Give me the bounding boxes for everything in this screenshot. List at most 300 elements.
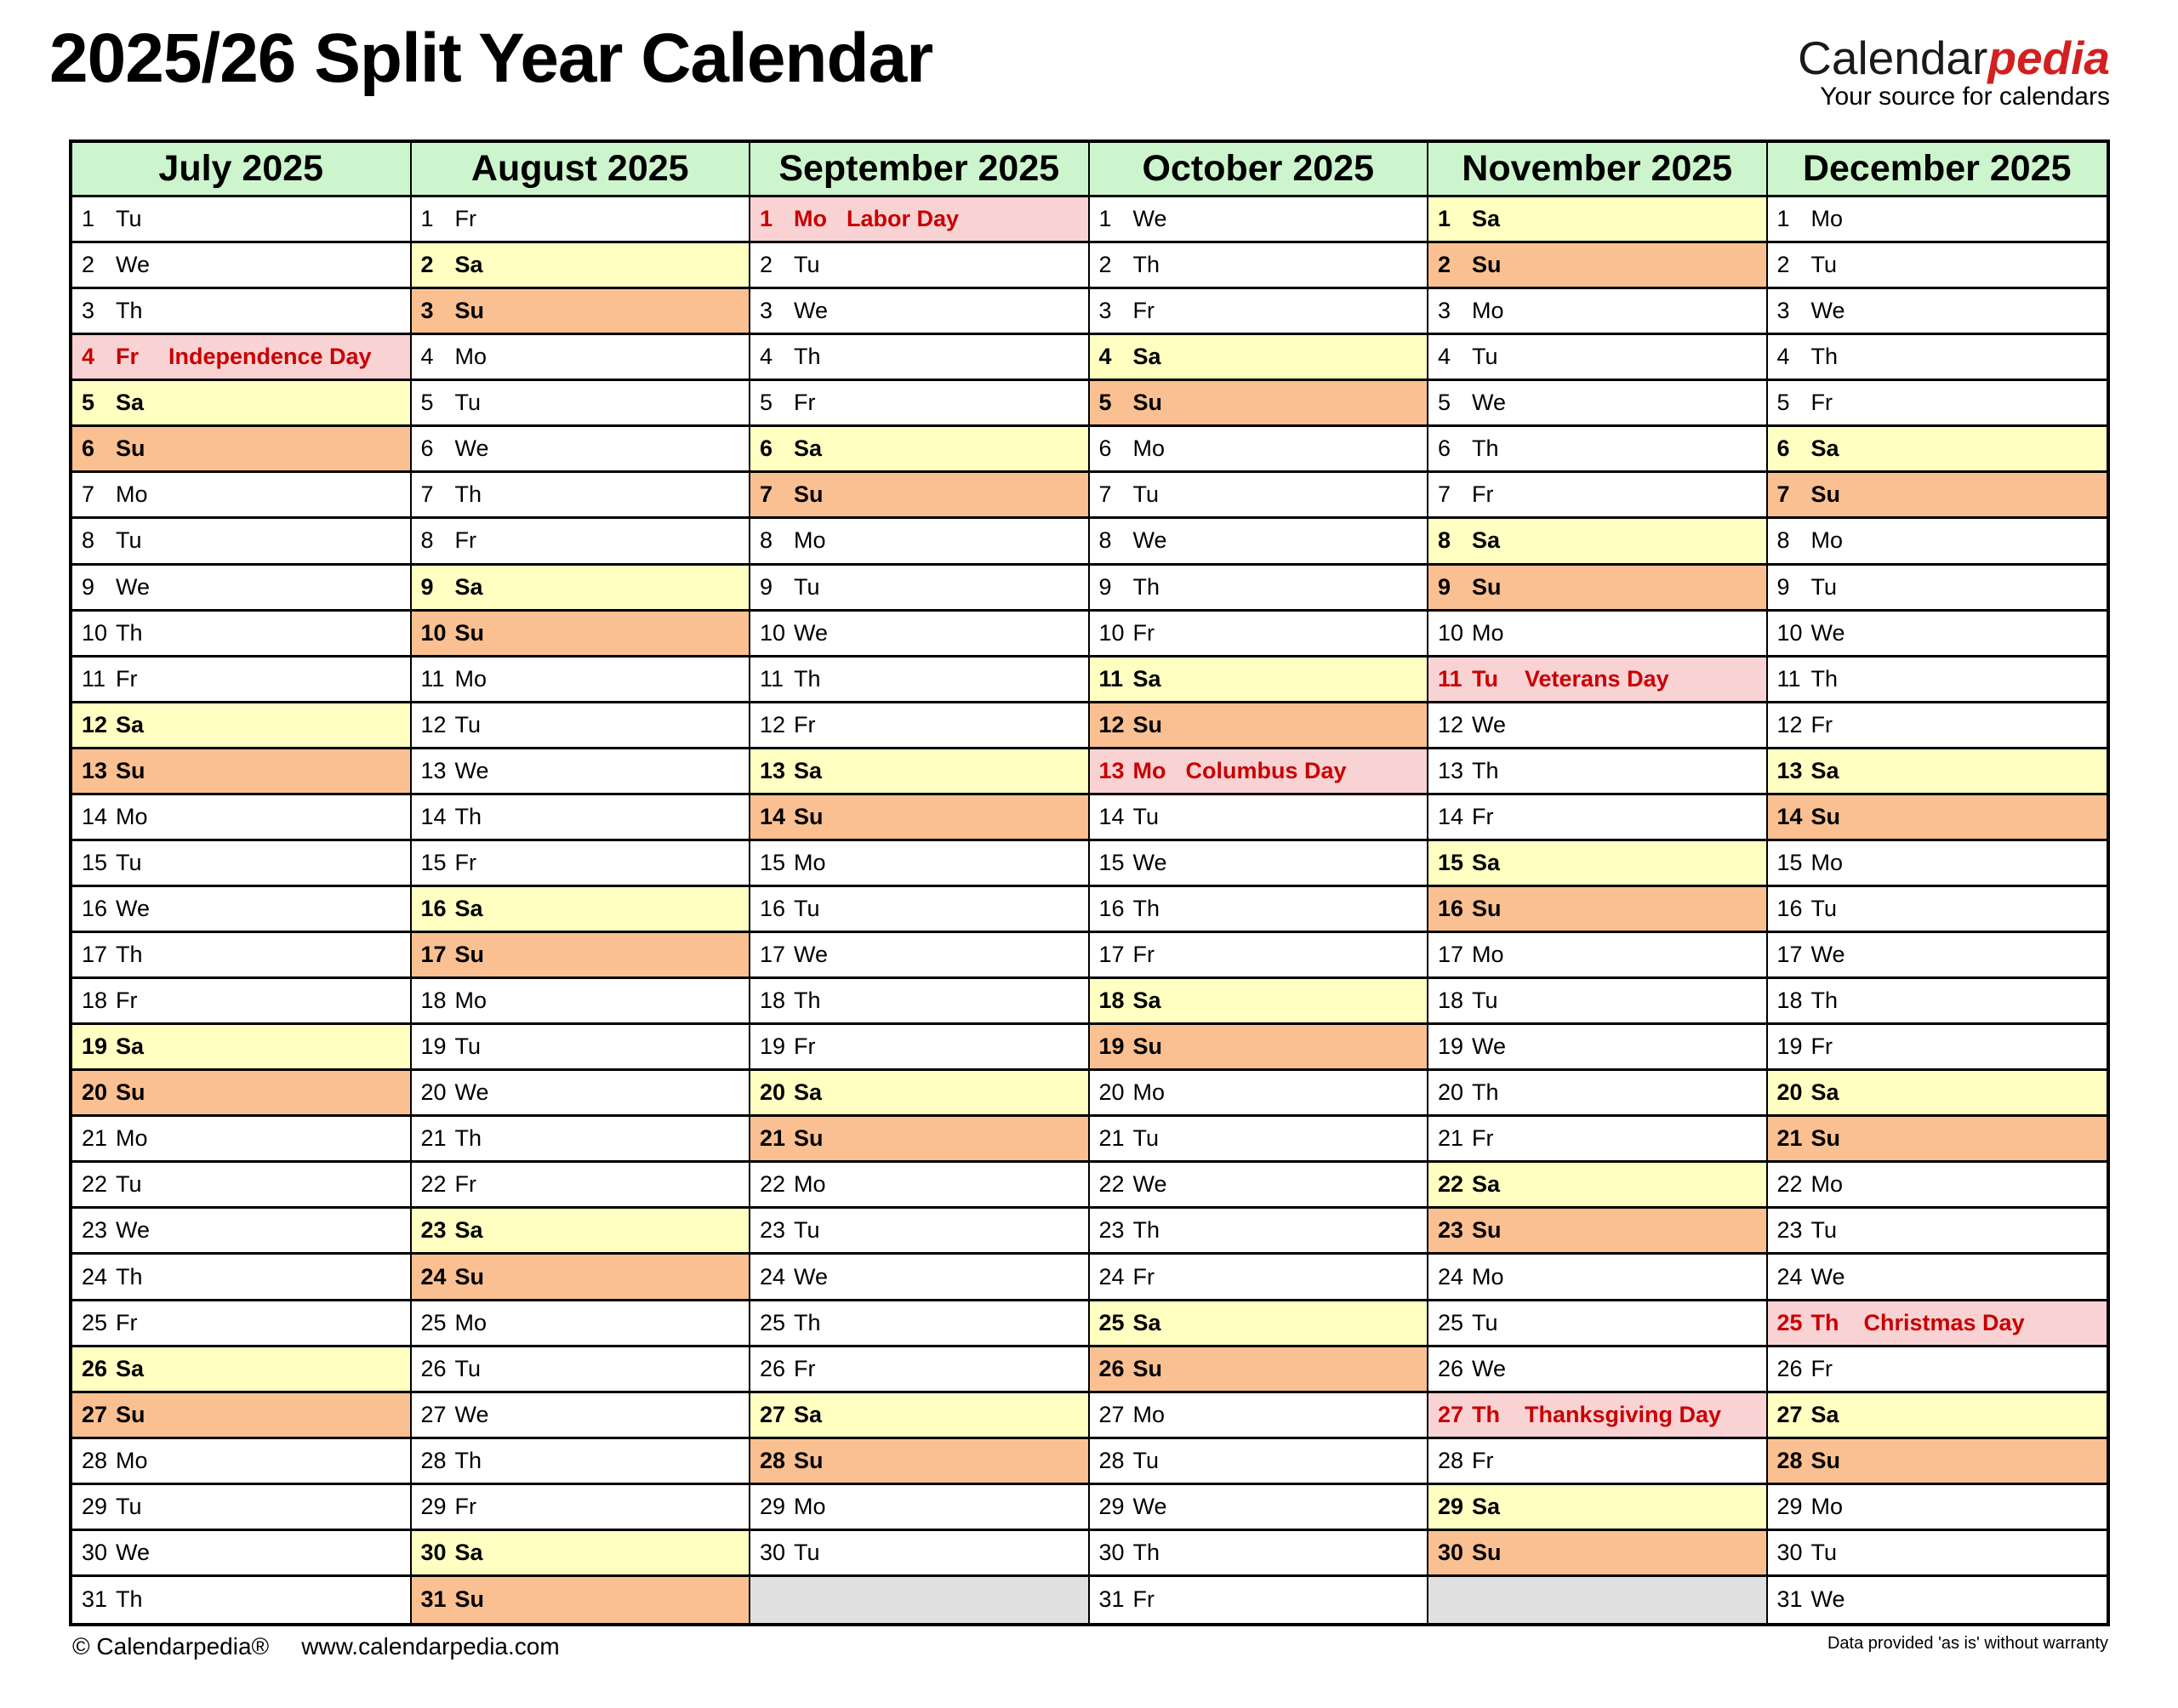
day-number: 24	[420, 1263, 447, 1290]
day-number: 12	[760, 711, 786, 737]
day-number: 31	[82, 1586, 108, 1613]
day-number: 29	[82, 1493, 108, 1519]
day-number: 3	[760, 298, 773, 324]
day-number: 1	[760, 206, 773, 232]
day-number: 23	[1438, 1217, 1464, 1244]
day-weekday: Th	[794, 344, 821, 370]
day-cell	[750, 1209, 1090, 1255]
day-number: 8	[760, 527, 773, 554]
day-cell	[72, 887, 412, 933]
day-number: 29	[420, 1493, 447, 1519]
day-weekday: We	[1132, 1493, 1167, 1519]
day-cell	[1090, 1255, 1429, 1301]
day-weekday: Fr	[1132, 1586, 1155, 1613]
day-number: 10	[1098, 619, 1125, 646]
day-number: 18	[1776, 988, 1803, 1014]
day-number: 6	[1438, 436, 1451, 462]
day-weekday: Mo	[454, 665, 487, 692]
day-weekday: Su	[1132, 390, 1163, 416]
day-weekday: Sa	[116, 1033, 145, 1060]
page-title: 2025/26 Split Year Calendar	[49, 20, 933, 97]
day-weekday: Mo	[1472, 619, 1504, 646]
day-cell	[1090, 841, 1429, 887]
day-number: 9	[82, 573, 95, 600]
day-cell	[1428, 703, 1768, 749]
day-weekday: Su	[794, 1125, 824, 1152]
day-number: 25	[760, 1309, 786, 1335]
day-cell	[750, 1347, 1090, 1393]
day-number: 30	[1776, 1539, 1803, 1565]
day-number: 18	[420, 988, 447, 1014]
day-number: 25	[1098, 1309, 1125, 1335]
day-number: 1	[1776, 206, 1790, 232]
day-number: 16	[82, 895, 108, 921]
day-weekday: Su	[1132, 1033, 1163, 1060]
day-weekday: Sa	[1810, 1401, 1839, 1427]
day-number: 19	[760, 1033, 786, 1060]
day-weekday: We	[1472, 1033, 1507, 1060]
day-weekday: Mo	[454, 1309, 487, 1335]
day-weekday: Mo	[794, 206, 827, 232]
day-weekday: We	[1810, 298, 1845, 324]
day-weekday: Su	[1810, 1447, 1841, 1473]
day-weekday: Th	[1472, 436, 1499, 462]
day-number: 13	[1438, 757, 1464, 783]
day-cell	[750, 749, 1090, 795]
day-weekday: Fr	[454, 849, 476, 875]
day-cell	[1428, 1439, 1768, 1485]
day-cell	[72, 612, 412, 658]
day-number: 28	[1438, 1447, 1464, 1473]
day-weekday: We	[794, 298, 829, 324]
day-cell	[1090, 933, 1429, 979]
day-number: 19	[82, 1033, 108, 1060]
day-cell	[72, 841, 412, 887]
day-weekday: We	[454, 1079, 489, 1106]
website-link[interactable]: www.calendarpedia.com	[301, 1633, 560, 1660]
day-cell	[1428, 1531, 1768, 1577]
day-number: 17	[420, 942, 447, 968]
day-cell	[412, 473, 751, 519]
day-number: 20	[82, 1079, 108, 1106]
day-weekday: Su	[794, 803, 824, 829]
day-weekday: Mo	[1810, 1493, 1844, 1519]
day-cell	[1428, 658, 1768, 703]
day-number: 9	[420, 573, 434, 600]
day-weekday: Mo	[454, 344, 487, 370]
day-number: 15	[760, 849, 786, 875]
day-cell	[1428, 1347, 1768, 1393]
day-cell	[1428, 841, 1768, 887]
day-weekday: Sa	[794, 1401, 823, 1427]
day-weekday: Mo	[794, 1493, 826, 1519]
day-number: 11	[1776, 665, 1801, 692]
day-cell	[412, 933, 751, 979]
day-cell	[72, 289, 412, 335]
day-number: 12	[1098, 711, 1125, 737]
day-weekday: We	[116, 1217, 151, 1244]
day-cell	[1768, 933, 2107, 979]
day-cell	[412, 703, 751, 749]
day-number: 21	[420, 1125, 447, 1152]
day-weekday: Mo	[1810, 1171, 1844, 1198]
day-cell	[1768, 1209, 2107, 1255]
day-number: 4	[760, 344, 773, 370]
day-number: 8	[1098, 527, 1112, 554]
day-cell	[1768, 1255, 2107, 1301]
day-number: 9	[1438, 573, 1451, 600]
day-number: 6	[760, 436, 773, 462]
day-number: 30	[1438, 1539, 1464, 1565]
day-number: 30	[82, 1539, 108, 1565]
day-weekday: Sa	[1132, 665, 1161, 692]
holiday-name: Veterans Day	[1525, 665, 1669, 692]
day-weekday: Fr	[794, 711, 816, 737]
day-weekday: Fr	[1132, 619, 1155, 646]
day-number: 7	[760, 481, 773, 508]
day-weekday: Sa	[454, 1217, 483, 1244]
day-weekday: Th	[794, 1309, 821, 1335]
day-weekday: Su	[794, 481, 824, 508]
day-weekday: Fr	[116, 665, 138, 692]
day-weekday: Th	[794, 988, 821, 1014]
day-weekday: Su	[116, 757, 145, 783]
day-cell	[750, 381, 1090, 427]
day-cell	[412, 243, 751, 289]
day-number: 22	[1098, 1171, 1125, 1198]
day-cell	[1768, 703, 2107, 749]
day-cell	[412, 1071, 751, 1117]
day-cell	[750, 1255, 1090, 1301]
day-number: 2	[1776, 252, 1790, 278]
day-weekday: Sa	[454, 1539, 483, 1565]
day-weekday: Th	[454, 803, 482, 829]
day-cell	[1090, 335, 1429, 381]
day-number: 31	[420, 1586, 447, 1613]
day-number: 23	[82, 1217, 108, 1244]
day-number: 26	[760, 1355, 786, 1381]
day-weekday: Th	[116, 1263, 143, 1290]
day-number: 8	[1438, 527, 1451, 554]
day-cell	[750, 841, 1090, 887]
day-number: 2	[1098, 252, 1112, 278]
day-cell	[1768, 427, 2107, 473]
day-cell	[412, 1301, 751, 1347]
day-number: 30	[1098, 1539, 1125, 1565]
day-cell	[1090, 1117, 1429, 1163]
day-weekday: Fr	[1810, 1355, 1833, 1381]
day-weekday: Su	[1810, 803, 1841, 829]
day-weekday: Fr	[454, 1493, 476, 1519]
day-cell	[750, 566, 1090, 612]
logo-tagline: Your source for calendars	[1820, 83, 2110, 111]
day-weekday: Sa	[454, 252, 483, 278]
day-cell	[1768, 1393, 2107, 1439]
day-weekday: Su	[1810, 1125, 1841, 1152]
day-weekday: Su	[1810, 481, 1841, 508]
day-number: 24	[82, 1263, 108, 1290]
day-weekday: Mo	[116, 1125, 148, 1152]
day-number: 3	[1776, 298, 1790, 324]
day-number: 16	[1776, 895, 1803, 921]
day-number: 24	[760, 1263, 786, 1290]
day-weekday: Th	[454, 1447, 482, 1473]
day-cell	[72, 795, 412, 841]
day-cell	[750, 933, 1090, 979]
day-weekday: We	[1132, 1171, 1167, 1198]
day-weekday: Sa	[454, 895, 483, 921]
day-number: 12	[82, 711, 108, 737]
day-number: 17	[82, 942, 108, 968]
day-number: 11	[1438, 665, 1462, 692]
day-number: 19	[1098, 1033, 1125, 1060]
day-weekday: Mo	[1472, 298, 1504, 324]
day-weekday: Tu	[1132, 481, 1160, 508]
day-weekday: Mo	[794, 1171, 826, 1198]
day-weekday: Th	[116, 619, 143, 646]
day-weekday: Fr	[1472, 803, 1494, 829]
day-cell	[1090, 473, 1429, 519]
day-number: 28	[420, 1447, 447, 1473]
day-number: 7	[1098, 481, 1112, 508]
day-cell	[1428, 887, 1768, 933]
day-weekday: Mo	[794, 527, 826, 554]
day-cell	[412, 1485, 751, 1531]
day-number: 25	[420, 1309, 447, 1335]
day-cell	[1428, 1393, 1768, 1439]
day-cell	[1090, 1301, 1429, 1347]
day-cell	[412, 1163, 751, 1209]
day-weekday: Th	[116, 298, 143, 324]
day-cell	[750, 979, 1090, 1025]
day-weekday: Su	[454, 619, 485, 646]
day-cell	[1768, 979, 2107, 1025]
day-weekday: Fr	[794, 1033, 816, 1060]
day-cell	[1768, 197, 2107, 243]
day-number: 17	[760, 942, 786, 968]
day-number: 27	[1098, 1401, 1125, 1427]
day-number: 18	[1438, 988, 1464, 1014]
day-number: 30	[420, 1539, 447, 1565]
day-number: 5	[1438, 390, 1451, 416]
day-weekday: Tu	[1472, 988, 1498, 1014]
day-cell	[750, 703, 1090, 749]
day-cell	[1428, 749, 1768, 795]
copyright-text: © Calendarpedia®	[72, 1633, 270, 1660]
day-cell	[750, 1117, 1090, 1163]
day-cell	[1090, 1071, 1429, 1117]
day-weekday: Th	[1472, 1401, 1500, 1427]
day-cell	[1768, 1117, 2107, 1163]
day-weekday: Su	[454, 1263, 485, 1290]
logo-wordmark	[1798, 31, 2110, 84]
day-weekday: Fr	[794, 1355, 816, 1381]
day-number: 4	[420, 344, 434, 370]
day-cell	[1090, 1393, 1429, 1439]
day-cell	[1768, 473, 2107, 519]
day-weekday: Mo	[1472, 942, 1504, 968]
day-weekday: Tu	[1472, 344, 1498, 370]
day-weekday: Tu	[794, 252, 820, 278]
day-cell	[1768, 1439, 2107, 1485]
day-number: 1	[82, 206, 95, 232]
day-cell	[412, 519, 751, 565]
day-cell	[72, 1347, 412, 1393]
day-weekday: We	[116, 895, 151, 921]
day-cell	[1090, 749, 1429, 795]
day-weekday: Su	[454, 1586, 485, 1613]
day-weekday: Fr	[1810, 390, 1833, 416]
day-cell	[750, 473, 1090, 519]
day-weekday: Fr	[1132, 1263, 1155, 1290]
calendarpedia-logo	[1798, 31, 2110, 111]
day-number: 5	[1098, 390, 1112, 416]
day-cell	[1428, 933, 1768, 979]
day-weekday: Mo	[1132, 1401, 1166, 1427]
day-weekday: Tu	[794, 895, 820, 921]
day-cell	[412, 795, 751, 841]
day-cell	[1090, 519, 1429, 565]
day-weekday: Fr	[1472, 481, 1494, 508]
day-weekday: Tu	[1132, 1125, 1160, 1152]
day-number: 16	[760, 895, 786, 921]
day-weekday: Th	[1132, 252, 1160, 278]
day-cell	[1090, 612, 1429, 658]
day-weekday: Tu	[1132, 1447, 1160, 1473]
day-cell	[750, 197, 1090, 243]
day-weekday: Fr	[454, 1171, 476, 1198]
day-weekday: Sa	[794, 436, 823, 462]
day-cell	[750, 1025, 1090, 1071]
day-number: 27	[760, 1401, 786, 1427]
day-weekday: Sa	[1472, 527, 1501, 554]
day-number: 26	[1776, 1355, 1803, 1381]
day-cell	[1428, 473, 1768, 519]
day-number: 27	[1438, 1401, 1464, 1427]
day-cell	[750, 243, 1090, 289]
day-cell	[72, 1025, 412, 1071]
empty-cell	[1428, 1577, 1768, 1623]
day-weekday: Th	[454, 1125, 482, 1152]
day-number: 23	[1776, 1217, 1803, 1244]
day-number: 15	[420, 849, 447, 875]
day-weekday: Fr	[116, 344, 139, 370]
day-number: 12	[1438, 711, 1464, 737]
day-weekday: Th	[1810, 988, 1839, 1014]
day-number: 12	[420, 711, 447, 737]
day-cell	[1090, 658, 1429, 703]
day-weekday: We	[454, 1401, 489, 1427]
day-cell	[1090, 979, 1429, 1025]
day-weekday: We	[454, 757, 489, 783]
day-number: 6	[1776, 436, 1790, 462]
day-cell	[412, 197, 751, 243]
day-cell	[750, 1163, 1090, 1209]
day-number: 14	[1438, 803, 1464, 829]
day-number: 18	[82, 988, 108, 1014]
day-weekday: Mo	[794, 849, 826, 875]
day-cell	[1768, 1577, 2107, 1623]
day-cell	[412, 1117, 751, 1163]
day-weekday: We	[1810, 619, 1845, 646]
day-number: 29	[1438, 1493, 1464, 1519]
day-weekday: Sa	[1810, 1079, 1839, 1106]
month-header: November 2025	[1428, 143, 1768, 197]
day-number: 4	[1438, 344, 1451, 370]
day-cell	[1090, 381, 1429, 427]
day-number: 13	[1098, 757, 1125, 783]
day-number: 14	[420, 803, 447, 829]
day-number: 19	[1776, 1033, 1803, 1060]
day-number: 11	[760, 665, 784, 692]
day-number: 5	[420, 390, 434, 416]
day-number: 16	[1098, 895, 1125, 921]
day-weekday: Th	[794, 665, 821, 692]
day-number: 3	[1098, 298, 1112, 324]
day-cell	[750, 1071, 1090, 1117]
day-number: 28	[1776, 1447, 1803, 1473]
day-cell	[1768, 1163, 2107, 1209]
day-number: 24	[1438, 1263, 1464, 1290]
holiday-name: Independence Day	[168, 344, 372, 370]
day-cell	[1428, 795, 1768, 841]
holiday-name: Christmas Day	[1863, 1309, 2025, 1335]
day-cell	[1768, 749, 2107, 795]
day-cell	[1428, 381, 1768, 427]
day-weekday: Fr	[1472, 1125, 1494, 1152]
day-number: 11	[1098, 665, 1124, 692]
day-cell	[72, 1163, 412, 1209]
day-cell	[1090, 887, 1429, 933]
day-cell	[72, 381, 412, 427]
day-cell	[412, 749, 751, 795]
day-weekday: Sa	[1472, 1493, 1501, 1519]
day-number: 31	[1776, 1586, 1803, 1613]
day-cell	[412, 1577, 751, 1623]
day-number: 10	[82, 619, 108, 646]
day-number: 26	[82, 1355, 108, 1381]
day-weekday: We	[1132, 527, 1167, 554]
day-cell	[1428, 1117, 1768, 1163]
day-cell	[750, 427, 1090, 473]
day-weekday: Sa	[1132, 344, 1161, 370]
day-cell	[1768, 1025, 2107, 1071]
day-number: 22	[1776, 1171, 1803, 1198]
day-cell	[72, 427, 412, 473]
day-cell	[1428, 1209, 1768, 1255]
day-weekday: Mo	[1810, 206, 1844, 232]
day-cell	[412, 612, 751, 658]
day-weekday: Tu	[1810, 895, 1838, 921]
day-number: 14	[1776, 803, 1803, 829]
day-cell	[1768, 841, 2107, 887]
day-cell	[1090, 1577, 1429, 1623]
day-number: 13	[1776, 757, 1803, 783]
day-weekday: Tu	[116, 1493, 142, 1519]
day-number: 4	[82, 344, 95, 370]
day-cell	[1428, 1485, 1768, 1531]
day-number: 21	[1438, 1125, 1464, 1152]
day-weekday: Su	[116, 1079, 145, 1106]
day-weekday: Fr	[1810, 1033, 1833, 1060]
day-weekday: Fr	[794, 390, 816, 416]
day-cell	[1090, 795, 1429, 841]
day-cell	[1768, 658, 2107, 703]
day-weekday: We	[794, 619, 829, 646]
day-cell	[72, 1393, 412, 1439]
day-weekday: Tu	[794, 1217, 820, 1244]
day-number: 7	[1438, 481, 1451, 508]
